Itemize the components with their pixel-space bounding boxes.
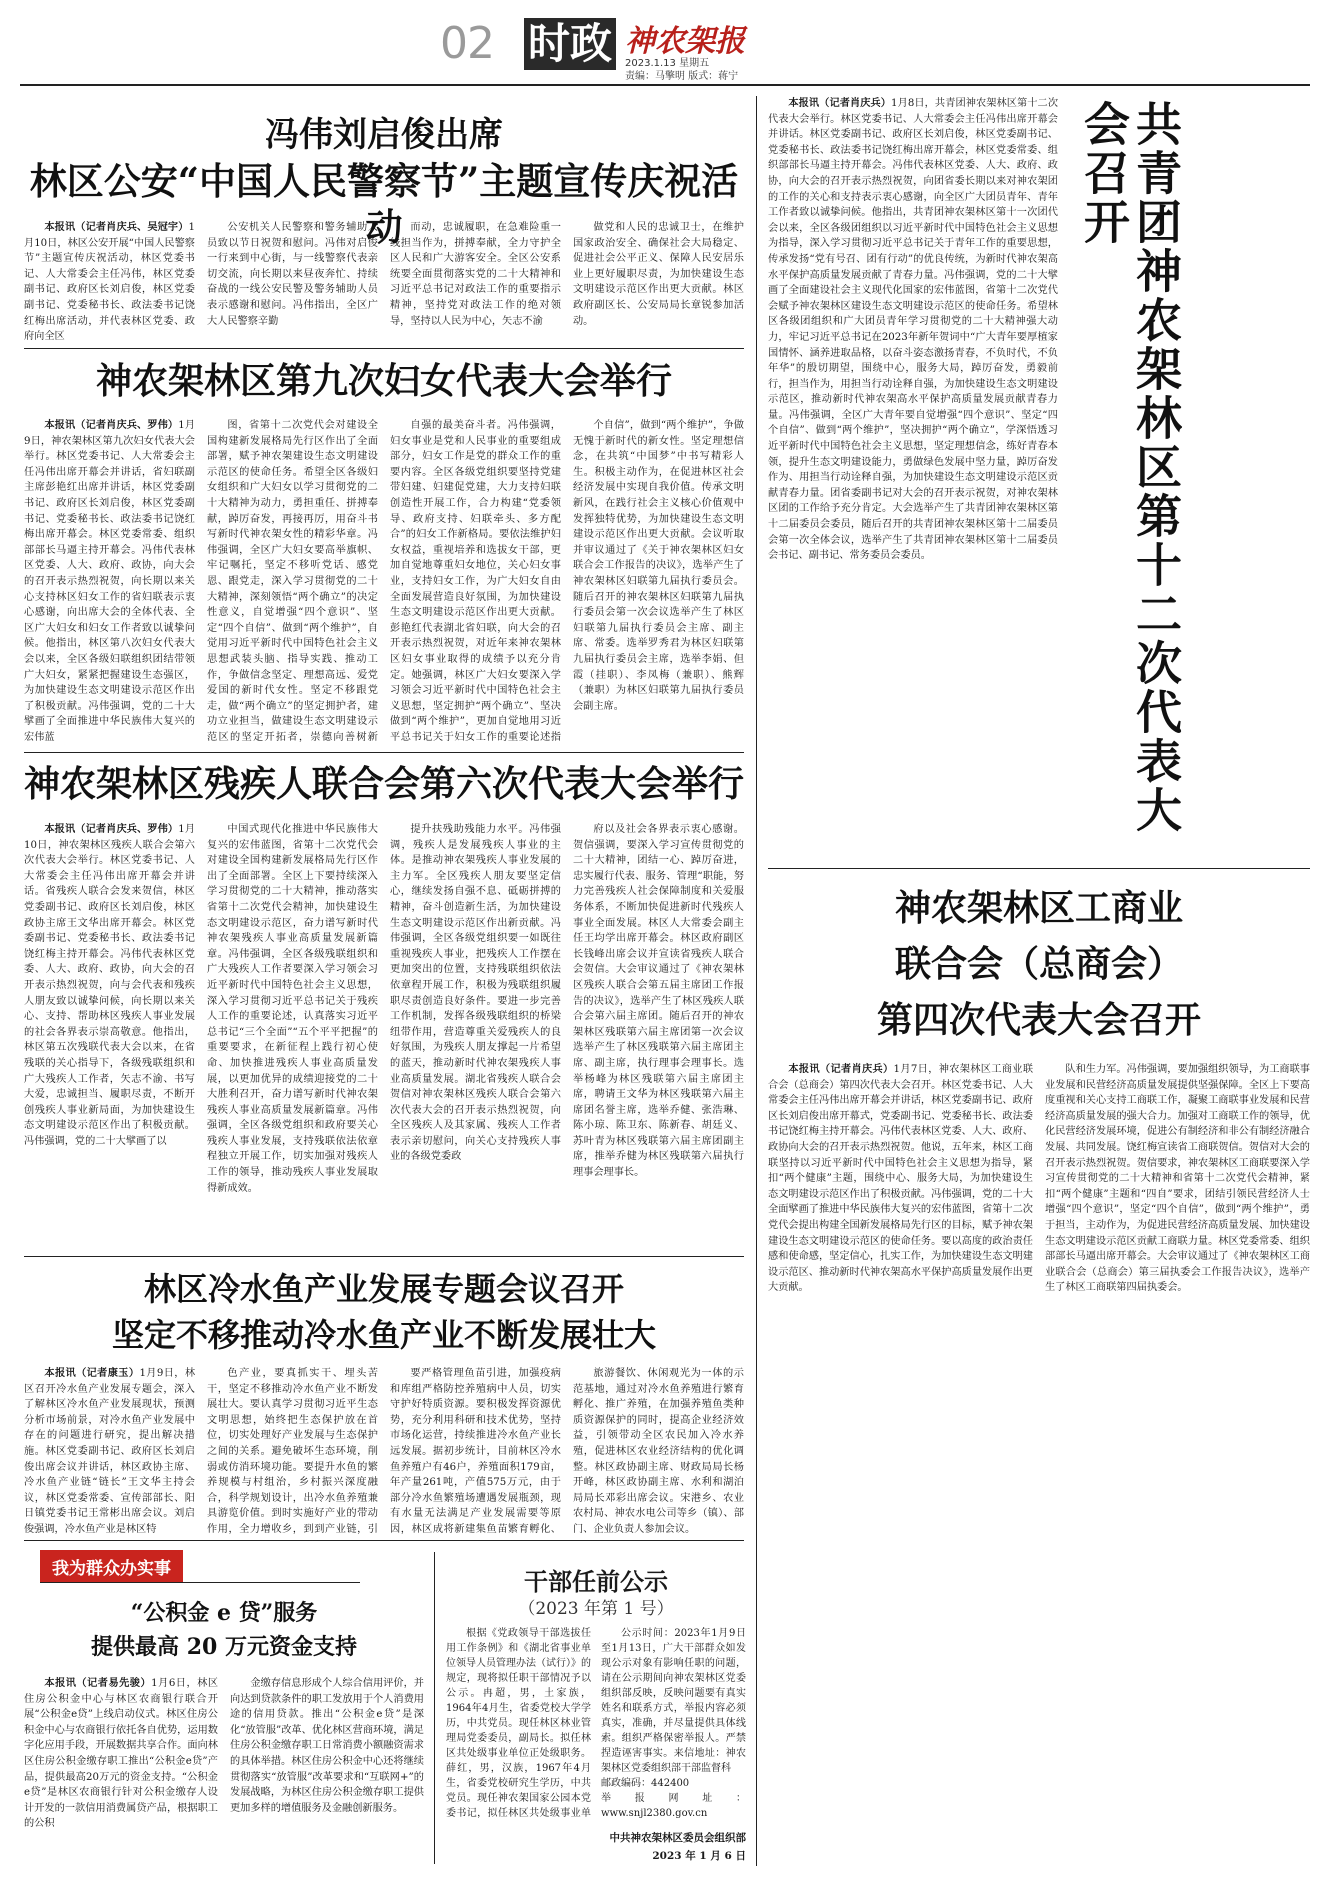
notice-divider	[434, 1552, 435, 1864]
notice-postcode: 邮政编码：442400	[601, 1778, 690, 1789]
article6-lead: 本报讯（记者肖庆兵）	[788, 97, 892, 109]
article5-body: 本报讯（记者易先骏）1月6日，林区住房公积金中心与林区农商银行联合开展“公积金e贷”上线启动仪式。林区住房公积金中心与农商银行依托各自优势，运用数字化应用手段，开展数据共享合作。面向林区住房公积金缴存职工推出“公积金e贷”产品，提供最高20万元的资金支持。“公积金e贷”是林区农商银行针对公积金缴存人设计开发的一款信用消费属贷产品，根据职工的公积 金缴存信息形成个人综合信用评价，并向达到贷款条件的职工发放用于个人消费用途的信用贷款。推出“公积金e贷”是深化“放管服”改革、优化林区营商环境，满足住房公积金缴存职工日常消费小额融资需求的具体举措。林区住房公积金中心还将继续贯彻落实“放管服”改革要求和“互联网+”的发展战略，为林区住房公积金缴存职工提供更加多样的增值服务及金融创新服务。	[24, 1677, 424, 1830]
article3-body: 本报讯（记者肖庆兵、罗伟）1月10日，神农架林区残疾人联合会第六次代表大会举行。林区党委书记、人大常委会主任冯伟出席开幕会并讲话。省残疾人联合会发来贺信，林区党委副书记、政府区长刘启俊，林区政协主席王文华出席开幕会。林区党委副书记、党委秘书长、政法委书记饶红梅主持开幕会。冯伟代表林区党委、人大、政府、政协，向大会的召开表示热烈祝贺，向与会代表和残疾人朋友致以诚挚问候，向长期以来关心、支持、帮助林区残疾人事业发展的社会各界表示崇高敬意。他指出，林区第五次残联代表大会以来，在省残联的关心指导下，各级残联组织和广大残疾人工作者，矢志不渝、书写大爱，忠诚担当、履职尽责，不断开创残疾人事业新局面，为加快建设生态文明建设示范区作出了积极贡献。冯伟强调，党的二十大擘画了以 中国式现代化推进中华民族伟大复兴的宏伟蓝图，省第十二次党代会对建设全国构建新发展格局先行区作出了全面部署。全区上下要持续深入学习贯彻党的二十大精神，推动落实省第十二次党代会精神，加快建设生态文明建设示范区，奋力谱写新时代神农架残疾人事业高质量发展新篇章。冯伟强调，全区各级残联组织和广大残疾人工作者要深入学习领会习近平新时代中国特色社会主义思想，深入学习贯彻习近平总书记关于残疾人工作的重要论述，认真落实习近平总书记“三个全面”“五个平平把握”的重要要求，在新征程上践行初心使命、加快推进残疾人事业高质量发展，以更加优异的成绩迎接党的二十大胜利召开，奋力谱写新时代神农架残疾人事业高质量发展新篇章。冯伟强调，全区各级党组织和政府要关心残疾人事业发展，支持残联依法依章程独立开展工作，切实加强对残疾人工作的领导，推动残疾人事业发展取得新成效。 提升扶残助残能力水平。冯伟强调，残疾人是发展残疾人事业的主体。是推动神农架残疾人事业发展的主力军。全区残疾人朋友要坚定信心，继续发扬自强不息、砥砺拼搏的精神，奋斗创造新生活，为加快建设生态文明建设示范区作出新贡献。冯伟强调，全区各级党组织要一如既往重视残疾人事业，把残疾人工作摆在更加突出的位置，支持残联组织依法依章程开展工作，积极为残联组织履职尽责创造良好条件。要进一步完善工作机制，发挥各级残联组织的桥梁纽带作用，营造尊重关爱残疾人的良好氛围，为残疾人朋友撑起一片希望的蓝天，推动新时代神农架残疾人事业高质量发展。湖北省残疾人联合会贺信对神农架林区残疾人联合会第六次代表大会的召开表示热烈祝贺，向全区残疾人及其家属、残疾人工作者表示亲切慰问，向关心支持残疾人事业的各级党委政 府以及社会各界表示衷心感谢。贺信强调，要深入学习宣传贯彻党的二十大精神，团结一心、踔厉奋进，忠实履行代表、服务、管理“职能，努力完善残疾人社会保障制度和关爱服务体系，不断加快促进新时代残疾人事业全面发展。林区人大常委会副主任王均学出席开幕会。林区政府副区长钱峰出席会议并宣读省残疾人联合会贺信。大会审议通过了《神农架林区残疾人联合会第五届主席团工作报告的决议》，选举产生了林区残疾人联合会第六届主席团。随后召开的神农架林区残联第六届主席团第一次会议选举产生了林区残联第六届主席团主席、副主席，执行理事会理事长。选举杨峰为林区残联第六届主席团主席，聘请王文华为林区残联第六届主席团名誉主席，选举乔健、张浩琳、陈小琼、陈卫东、陈新春、胡廷义、苏叶青为林区残联第六届主席团副主席，推举乔健为林区残联第六届执行理事会理事长。	[24, 823, 744, 1194]
article2-body: 本报讯（记者肖庆兵、罗伟）1月9日，神农架林区第九次妇女代表大会举行。林区党委书记、人大常委会主任冯伟出席开幕会并讲话，省妇联副主席彭艳红出席并讲话，林区党委副书记、政府区长刘启俊，林区党委副书记、党委秘书长、政法委书记饶红梅出席开幕会。林区党委常委、组织部部长马逼主持开幕会。冯伟代表林区党委、人大、政府、政协，向大会的召开表示热烈祝贺，向长期以来关心支持林区妇女工作的省妇联表示衷心感谢，向出席大会的全体代表、全区广大妇女和妇女工作者致以诚挚问候。他指出，林区第八次妇女代表大会以来，全区各级妇联组织团结带领广大妇女，紧紧把握建设生态强区，为加快建设生态文明建设示范区作出了积极贡献。冯伟强调，党的二十大擘画了全面推进中华民族伟大复兴的宏伟蓝 图，省第十二次党代会对建设全国构建新发展格局先行区作出了全面部署，赋予神农架建设生态文明建设示范区的使命任务。希望全区各级妇女组织和广大妇女以学习贯彻党的二十大精神为动力，勇担重任、拼搏奉献，踔厉奋发，再接再厉，用奋斗书写新时代神农架女性的精彩华章。冯伟强调，全区广大妇女要高举旗帜、牢记嘱托，坚定不移听党话、感党恩、跟党走，深入学习贯彻党的二十大精神，深刻领悟“两个确立”的决定性意义，自觉增强“四个意识”、坚定“四个自信”、做到“两个维护”，自觉用习近平新时代中国特色社会主义思想武装头脑、指导实践、推动工作，争做信念坚定、理想高远、爱党爱国的新时代女性。坚定不移跟党走，做“两个确立”的坚定拥护者，建功立业担当，做建设生态文明建设示范区的坚定开拓者，崇德向善树新 自强的最美奋斗者。冯伟强调，妇女事业是党和人民事业的重要组成部分，妇女工作是党的群众工作的重要内容。全区各级党组织要坚持党建带妇建、妇建促党建，大力支持妇联创造性开展工作，合力构建“党委领导、政府支持、妇联牵头、多方配合”的妇女工作新格局。要依法维护妇女权益，重视培养和选拔女干部，更加自觉地尊重妇女地位，关心妇女事业，支持妇女工作，为广大妇女自由全面发展营造良好氛围，为加快建设生态文明建设示范区作出更大贡献。彭艳红代表湖北省妇联，向大会的召开表示热烈祝贺，对近年来神农架林区妇女事业取得的成绩予以充分肯定。她强调，林区广大妇女要深入学习领会习近平新时代中国特色社会主义思想，坚定拥护“两个确立”、坚决做到“两个维护”，更加自觉地用习近平总书记关于妇女工作的重要论述指 个自信”，做到“两个维护”，争做无愧于新时代的新女性。坚定理想信念，在共筑“中国梦”中书写精彩人生。积极主动作为，在促进林区社会经济发展中实现自我价值。传承文明新风，在践行社会主义核心价值观中发挥独特优势，为加快建设生态文明建设示范区作出更大贡献。会议听取并审议通过了《关于神农架林区妇女联合会工作报告的决议》，选举产生了神农架林区妇联第九届执行委员会。随后召开的神农架林区妇联第九届执行委员会第一次会议选举产生了林区妇联第九届执行委员会主席、副主席、常委。选举罗秀君为林区妇联第九届执行委员会主席，选举李娟、但霞（挂职）、李凤梅（兼职）、熊辉（兼职）为林区妇联第九届执行委员会副主席。	[24, 419, 744, 743]
divider	[24, 752, 744, 753]
banner-rule	[40, 1582, 360, 1583]
article7-lead: 本报讯（记者肖庆兵）	[788, 1063, 894, 1075]
article1-title-line2: 林区公安“中国人民警察节”主题宣传庆祝活动	[29, 159, 739, 249]
newspaper-logo: 神农架报	[625, 24, 745, 59]
notice-col1: 根据《党政领导干部选拔任用工作条例》和《湖北省事业单位领导人员管理办法（试行）》的规定，现将拟任职干部情况予以公示。冉超，男，土家族，1964年4月生，省委党校大学学历，中共党员。现任林区林业管理局党委委员，副局长。拟任林区共处级事业单位正处级职务。薛红，男，汉族，1967年4月生，省委党校研究生学历，中共党员。现任神农架国家公园本党委书记，拟任林区共处级事业单	[446, 1628, 591, 1819]
article7-title-line1: 神农架林区工商业	[894, 887, 1183, 929]
editor-credits: 责编：马擎明 版式：蒋宁	[625, 71, 739, 82]
section-title: 时政	[524, 18, 616, 70]
masthead-rule	[20, 84, 1310, 86]
article7-headline	[768, 880, 1310, 1048]
article2-lead: 本报讯（记者肖庆兵、罗伟）	[44, 419, 179, 431]
divider	[24, 1540, 744, 1541]
article7-title-line3: 第四次代表大会召开	[876, 999, 1201, 1041]
article5-title-line1: “公积金 e 贷”服务	[130, 1600, 318, 1626]
issue-date: 2023.1.13 星期五	[625, 58, 710, 69]
notice-date: 2023 年 1 月 6 日	[652, 1850, 746, 1862]
article3-lead: 本报讯（记者肖庆兵、罗伟）	[44, 823, 179, 835]
article7-title-line2: 联合会（总商会）	[894, 943, 1183, 985]
notice-subtitle: （2023 年第 1 号）	[518, 1599, 674, 1619]
article1-title-line1: 冯伟刘启俊出席	[265, 115, 503, 155]
divider	[768, 868, 1310, 869]
article2-headline: 神农架林区第九次妇女代表大会举行	[95, 360, 672, 402]
notice-website: 举报网址：www.snjl2380.gov.cn	[601, 1793, 746, 1819]
page-number: 02	[440, 18, 494, 69]
article6-headline: 共青团神农架林区第十二次代表大会召开	[1077, 100, 1183, 835]
article1-lead: 本报讯（记者肖庆兵、吴冠宇）	[44, 221, 189, 233]
notice-signature: 中共神农架林区委员会组织部	[609, 1832, 746, 1844]
article4-title-line2: 坚定不移推动冷水鱼产业不断发展壮大	[111, 1316, 656, 1354]
article4-headline	[24, 1266, 744, 1358]
article5-lead: 本报讯（记者易先骏）	[44, 1677, 152, 1689]
article3-headline: 神农架林区残疾人联合会第六次代表大会举行	[24, 763, 745, 805]
article1-body: 本报讯（记者肖庆兵、吴冠宇）1月10日，林区公安开展“中国人民警察节”主题宣传庆祝活动，林区党委书记、人大常委会主任冯伟，林区党委副书记、政府区长刘启俊，林区党委副书记、党委秘书长、政法委书记饶红梅出席活动，并代表林区党委、政府向全区 公安机关人民警察和警务辅助人员致以节日祝贺和慰问。冯伟对启俊一行来到中心街，与一线警察代表亲切交流，向长期以来昼夜奔忙、持续奋战的一线公安民警及警务辅助人员表示感谢和慰问。冯伟指出，全区广大人民警察辛勤 而动，忠诚履职，在急难险重一线担当作为，拼搏奉献，全力守护全区人民和广大游客安全。全区公安系统要全面贯彻落实党的二十大精神和习近平总书记对政法工作的重要指示精神，坚持党对政法工作的绝对领导，坚持以人民为中心，矢志不渝 做党和人民的忠诚卫士，在维护国家政治安全、确保社会大局稳定、促进社会公平正义、保障人民安居乐业上更好履职尽责，为加快建设生态文明建设示范区作出更大贡献。林区政府副区长、公安局局长章锐参加活动。	[24, 221, 744, 343]
notice-body	[446, 1626, 746, 1822]
article4-lead: 本报讯（记者康玉）	[44, 1367, 140, 1379]
divider	[24, 348, 744, 349]
divider	[24, 1256, 744, 1257]
article4-title-line1: 林区冷水鱼产业发展专题会议召开	[143, 1270, 624, 1308]
column-divider	[756, 96, 757, 1866]
notice-phone	[601, 1821, 746, 1822]
article6-body: 本报讯（记者肖庆兵）1月8日，共青团神农架林区第十二次代表大会举行。林区党委书记、人大常委会主任冯伟出席开幕会并讲话。林区党委副书记、政府区长刘启俊，林区党委副书记、党委秘书长、政法委书记饶红梅出席开幕会，林区党委常委、组织部部长马逼主持开幕会。冯伟代表林区党委、人大、政府、政协，向大会的召开表示热烈祝贺，向团省委长期以来对神农架团的工作的关心和支持表示衷心感谢，向全区广大团员青年、青年工作者致以诚挚问候。他指出，共青团神农架林区第十一次团代会以来，全区各级团组织以习近平新时代中国特色社会主义思想为指导，深入学习贯彻习近平总书记关于青年工作的重要思想，传承发扬“党有号召、团有行动”的优良传统，为新时代神农架高水平保护高质量发展贡献了青春力量。冯伟强调，党的二十大擘画了全面建设社会主义现代化国家的宏伟蓝图，省第十二次党代会赋予神农架林区建设生态文明建设示范区的使命任务。希望林区各级团组织和广大团员青年学习贯彻党的二十大精神强大动力，牢记习近平总书记在2023年新年贺词中“广大青年要厚植家国情怀、涵养进取品格，以奋斗姿态激扬青春，不负时代，不负年华”的殷切期望，围绕中心，服务大局，踔厉奋发，勇毅前行，担当作为，用担当行动诠释自强，为加快建设生态文明建设示范区，推动新时代神农架高水平保护高质量发展贡献青春力量。冯伟强调，全区广大青年要自觉增强“四个意识”、坚定“四个自信”、做到“两个维护”，坚决拥护“两个确立”，学深悟透习近平新时代中国特色社会主义思想，坚定理想信念，练好青春本领，提升生态文明建设能力，勇做绿色发展中坚力量，踔厉奋发作为、用担当行动诠释自强，为加快建设生态文明建设示范区贡献青春力量。团省委副书记对大会的召开表示祝贺，对神农架林区团的工作给予充分肯定。大会选举产生了共青团神农架林区第十二届委员会委员，随后召开的共青团神农架林区第十二届委员会第一次全体会议，选举产生了共青团神农架林区第十二届委员会书记、副书记、常务委员会委员。	[768, 97, 1058, 562]
notice-title: 干部任前公示	[524, 1568, 668, 1596]
article5-headline	[24, 1596, 424, 1664]
article5-title-line2: 提供最高 20 万元资金支持	[91, 1634, 357, 1660]
notice-col2: 公示时间：2023年1月9日至1月13日，广大干部群众如发现公示对象有影响任职的问题，请在公示期间向神农架林区党委组织部反映，反映问题要有真实姓名和联系方式，举报内容必须真实，准确，并尽量提供具体线索。组织严格保密举报人。严禁捏造诬害事实。来信地址：神农架林区党委组织部干部监督科 邮政编码：442400 举报网址：www.snjl2380.gov.cn	[601, 1626, 746, 1822]
service-banner-tag: 我为群众办实事	[40, 1550, 183, 1583]
article7-body: 本报讯（记者肖庆兵）1月7日，神农架林区工商业联合会（总商会）第四次代表大会召开。林区党委书记、人大常委会主任冯伟出席开幕会并讲话，林区党委副书记、政府区长刘启俊出席开幕式，党委副书记、党委秘书长、政法委书记饶红梅主持开幕会。冯伟代表林区党委、人大、政府、政协向大会的召开表示热烈祝贺。他说，五年来，林区工商联坚持以习近平新时代中国特色社会主义思想为指导，紧扣“两个健康”主题，围绕中心、服务大局，为加快建设生态文明建设示范区作出了积极贡献。冯伟强调，党的二十大全面擘画了推进中华民族伟大复兴的宏伟蓝图，省第十二次党代会提出构建全国新发展格局先行区的目标，赋予神农架建设生态文明建设示范区的使命任务。要以高度的政治责任感和使命感，坚定信心，扎实工作，为加快建设生态文明建设示范区、推动新时代神农架高水平保护高质量发展作出更大贡献。 队和生力军。冯伟强调，要加强组织领导，为工商联事业发展和民营经济高质量发展提供坚强保障。全区上下要高度重视和关心支持工商联工作，凝聚工商联事业发展和民营经济高质量发展的强大合力。加强对工商联工作的领导，优化民营经济发展环境，促进公有制经济和非公有制经济融合发展、共同发展。饶红梅宣读省工商联贺信。贺信对大会的召开表示热烈祝贺。贺信要求，神农架林区工商联要深入学习宣传贯彻党的二十大精神和省第十二次党代会精神，紧扣“两个健康”主题和“四自”要求，团结引领民营经济人士增强“四个意识”，坚定“四个自信”，做到“两个维护”，勇于担当，主动作为，为促进民营经济高质量发展、加快建设生态文明建设示范区贡献工商联力量。林区党委常委、组织部部长马逼出席开幕会。大会审议通过了《神农架林区工商业联合会（总商会）第三届执委会工作报告决议》，选举产生了林区工商联第四届执委会。	[768, 1063, 1310, 1294]
article4-body: 本报讯（记者康玉）1月9日，林区召开冷水鱼产业发展专题会，深入了解林区冷水鱼产业发展现状，预测分析市场前景，对冷水鱼产业发展中存在的问题进行研究，提出解决措施。林区党委副书记、政府区长刘启俊出席会议并讲话，林区政协主席、冷水鱼产业链“链长”王文华主持会议，林区党委常委、宣传部部长、阳日镇党委书记王常彬出席会议。刘启俊强调，冷水鱼产业是林区特 色产业，要真抓实干、埋头苦干，坚定不移推动冷水鱼产业不断发展壮大。要认真学习贯彻习近平生态文明思想，始终把生态保护放在首位，切实处理好产业发展与生态保护之间的关系。避免破坏生态环境，削弱或仿消环境功能。要提升水鱼的繁养规模与村组治，乡村振兴深度融合，科学规划设计，出冷水鱼养殖兼具游览价值。到时实施好产业的带动作用，全力增收乡，到到产业链，引 要严格管理鱼苗引进，加强疫病和库组严格防控养殖病中人员，切实守护好特质资源。要积极发挥资源优势，充分利用科研和技术优势，坚持市场化运营，持续推进冷水鱼产业长远发展。据初步统计，目前林区冷水鱼养殖户有46户，养殖面积179亩，年产量261吨，产值575万元，由于部分冷水鱼繁殖场遭遇发展瓶颈，现有水量无法满足产业发展需要等原因，林区成将新建集鱼苗繁育孵化、 旅游餐饮、休闲观光为一体的示范基地，通过对冷水鱼养殖进行繁育孵化、推广养殖，在加强养殖鱼类种质资源保护的同时，提高企业经济效益，引领带动全区农民加入冷水养殖，促进林区农业经济结构的优化调整。林区政协副主席、财政局局长杨开峰，林区政协副主席、水利和湖泊局局长邓彩出席会议。宋港乡、农业农村局、神农水电公司等乡（镇）、部门、企业负责人参加会议。	[24, 1367, 744, 1534]
